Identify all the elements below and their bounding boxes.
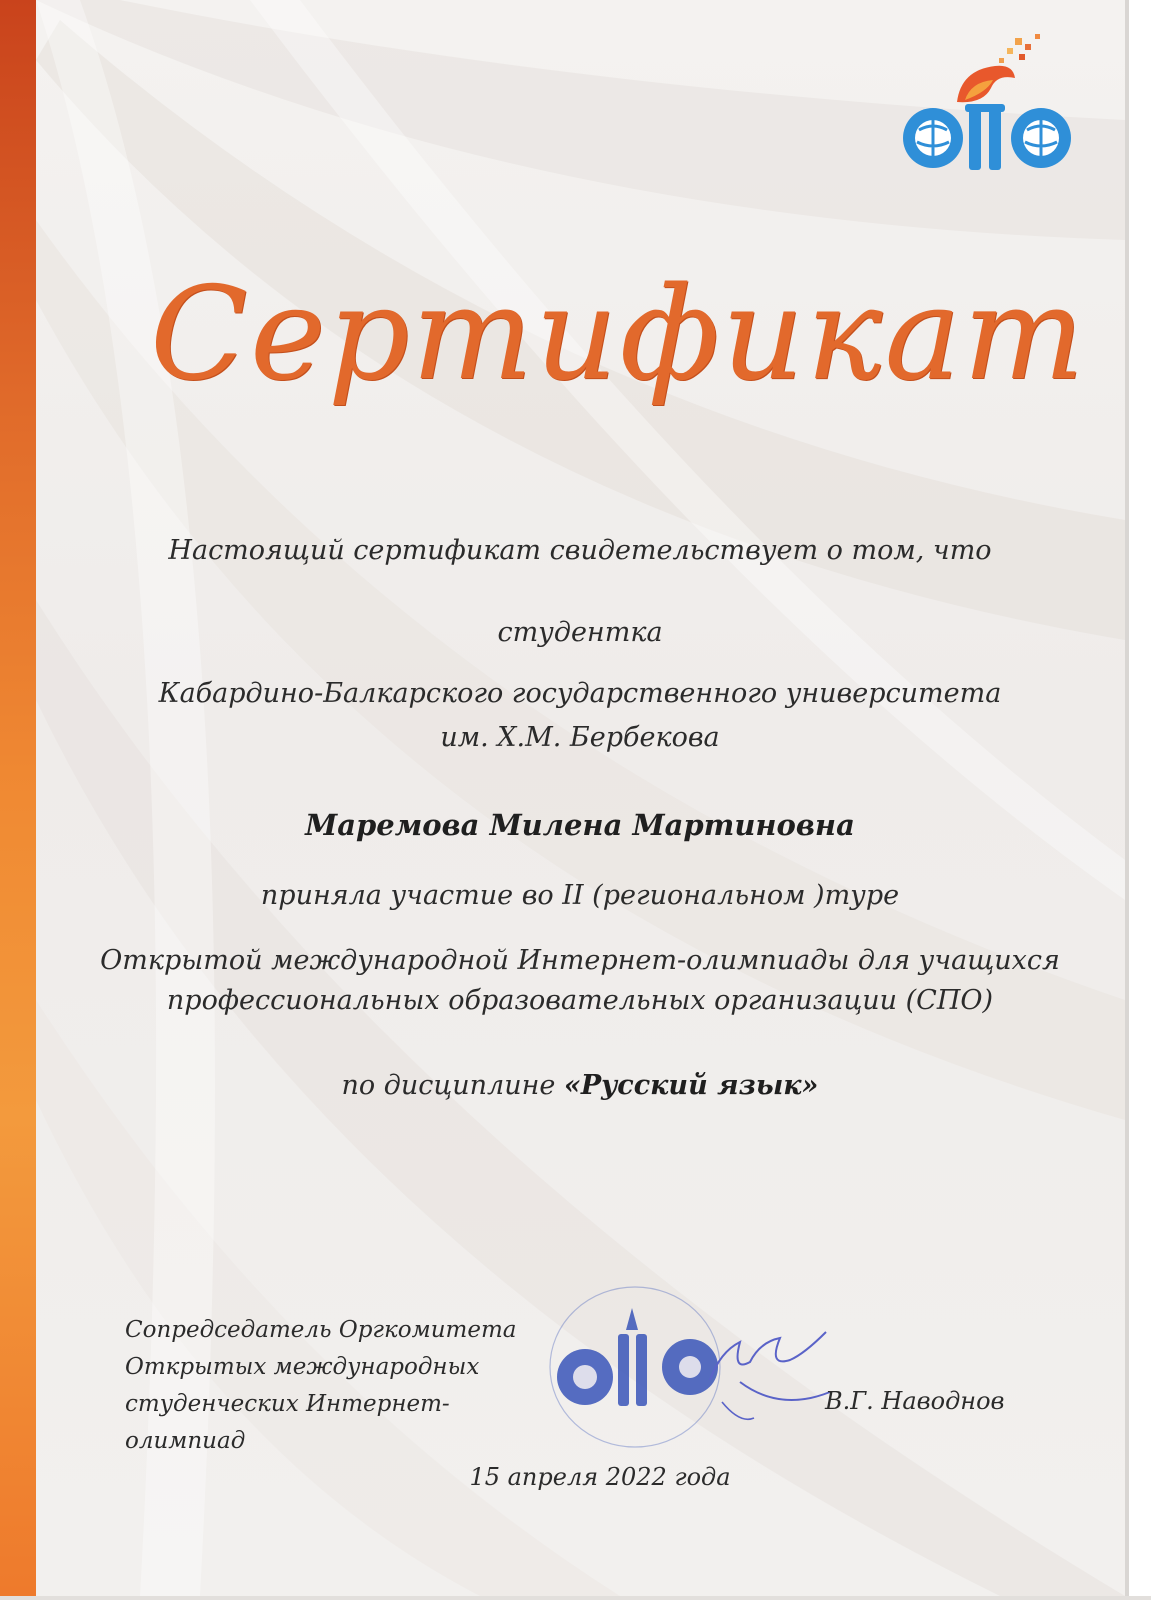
issue-date: 15 апреля 2022 года xyxy=(469,1463,731,1491)
university-line-1: Кабардино-Балкарского государственного университета xyxy=(158,678,1002,709)
recipient-name: Маремова Милена Мартиновна xyxy=(305,808,855,842)
participation-text: приняла участие во II (региональном )туре xyxy=(260,880,900,911)
olympiad-line-1: Открытой международной Интернет-олимпиады для учащихся xyxy=(100,945,1060,976)
page-edge-bottom xyxy=(0,1596,1151,1600)
certificate-title: Сертификат xyxy=(150,260,1087,409)
role-text: студентка xyxy=(497,617,663,648)
olympiad-line-2: профессиональных образовательных организации (СПО) xyxy=(166,985,994,1016)
intro-text: Настоящий сертификат свидетельствует о том, что xyxy=(168,535,992,566)
university-line-2: им. Х.М. Бербекова xyxy=(440,722,720,753)
discipline-prefix: по дисциплине xyxy=(341,1070,564,1101)
position-line-1: Сопредседатель Оргкомитета xyxy=(125,1317,517,1343)
signatory-name: В.Г. Наводнов xyxy=(825,1387,1005,1415)
official-stamp xyxy=(540,1272,850,1452)
page-edge-right xyxy=(1125,0,1129,1600)
olympiad-logo xyxy=(895,30,1085,190)
signatory-position xyxy=(125,1312,565,1460)
position-line-3: студенческих Интернет-олимпиад xyxy=(125,1391,450,1454)
left-orange-stripe xyxy=(0,0,36,1596)
position-line-2: Открытых международных xyxy=(125,1354,480,1380)
discipline-name: «Русский язык» xyxy=(563,1070,819,1101)
discipline-line xyxy=(60,1070,1100,1101)
